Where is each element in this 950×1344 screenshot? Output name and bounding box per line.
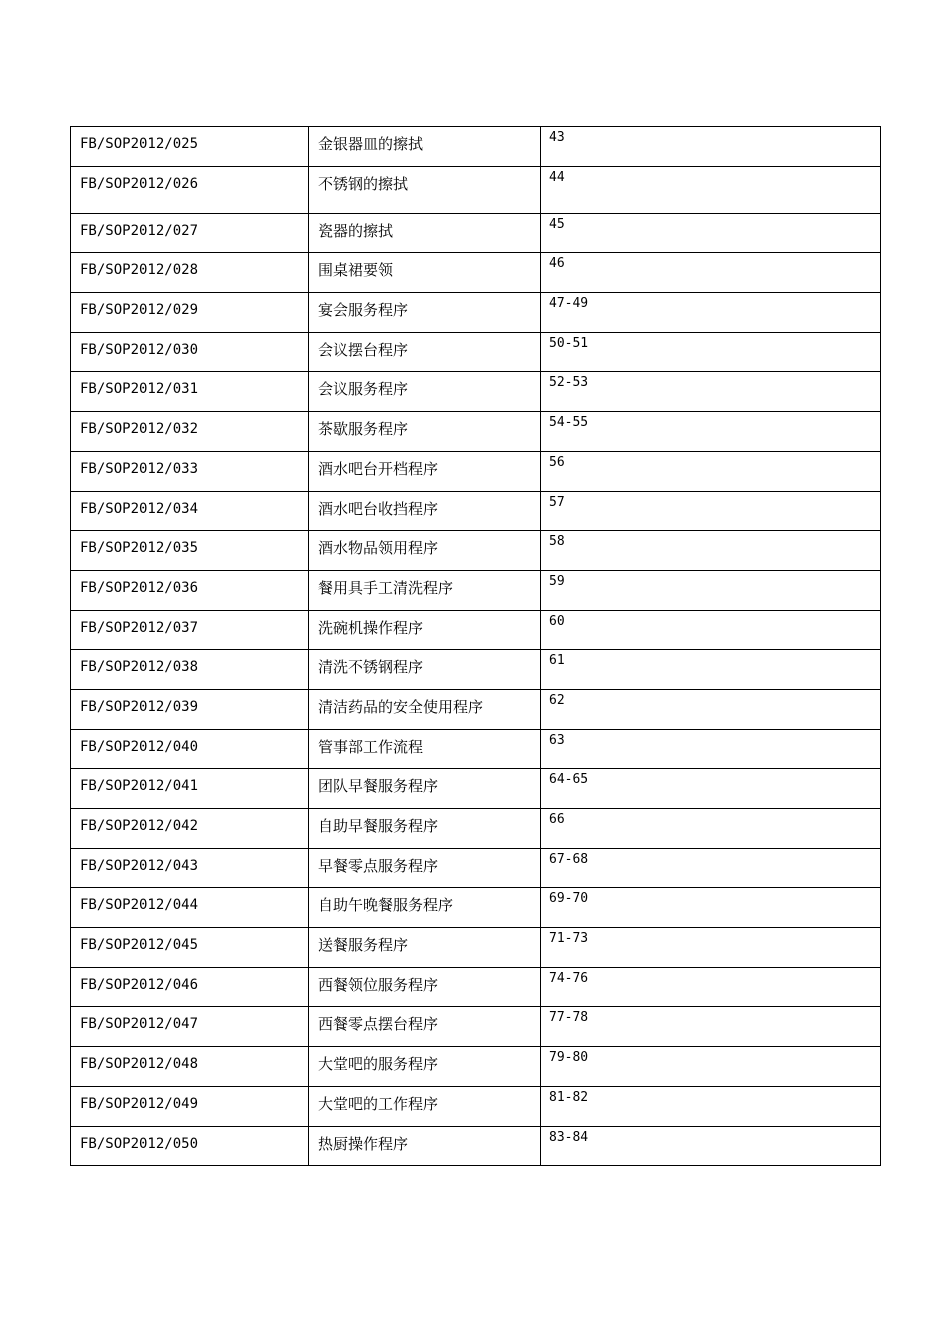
sop-title: 清洗不锈钢程序 bbox=[318, 658, 424, 677]
sop-pages-cell bbox=[541, 650, 881, 690]
sop-code: FB/SOP2012/045 bbox=[80, 937, 199, 954]
sop-title-cell bbox=[309, 729, 541, 769]
sop-pages-cell bbox=[541, 848, 881, 888]
sop-title-cell bbox=[309, 293, 541, 333]
table-row bbox=[71, 491, 881, 531]
table-row bbox=[71, 412, 881, 452]
sop-pages-cell bbox=[541, 1007, 881, 1047]
sop-pages-cell bbox=[541, 729, 881, 769]
sop-pages-cell bbox=[541, 888, 881, 928]
sop-code-cell bbox=[71, 928, 309, 968]
sop-title: 会议服务程序 bbox=[318, 380, 409, 399]
sop-title-cell bbox=[309, 491, 541, 531]
sop-code: FB/SOP2012/034 bbox=[80, 500, 199, 517]
sop-title: 团队早餐服务程序 bbox=[318, 777, 439, 796]
sop-title: 酒水物品领用程序 bbox=[318, 539, 439, 558]
sop-pages-cell bbox=[541, 809, 881, 849]
sop-code-cell bbox=[71, 491, 309, 531]
sop-pages-cell bbox=[541, 253, 881, 293]
sop-title-cell bbox=[309, 888, 541, 928]
sop-code-cell bbox=[71, 372, 309, 412]
sop-code: FB/SOP2012/027 bbox=[80, 222, 199, 239]
sop-title-cell bbox=[309, 253, 541, 293]
sop-code: FB/SOP2012/044 bbox=[80, 897, 199, 914]
sop-pages-cell bbox=[541, 967, 881, 1007]
sop-pages-cell bbox=[541, 166, 881, 213]
table-row bbox=[71, 372, 881, 412]
sop-pages-cell bbox=[541, 1126, 881, 1166]
sop-code: FB/SOP2012/035 bbox=[80, 540, 199, 557]
sop-code-cell bbox=[71, 729, 309, 769]
sop-title-cell bbox=[309, 1126, 541, 1166]
sop-code-cell bbox=[71, 809, 309, 849]
sop-pages: 66 bbox=[549, 812, 565, 827]
table-row bbox=[71, 1007, 881, 1047]
sop-pages: 57 bbox=[549, 494, 565, 510]
table-row bbox=[71, 689, 881, 729]
sop-title: 酒水吧台收挡程序 bbox=[318, 499, 439, 518]
sop-code-cell bbox=[71, 848, 309, 888]
sop-title-cell bbox=[309, 127, 541, 167]
sop-pages: 45 bbox=[549, 216, 565, 232]
sop-code-cell bbox=[71, 769, 309, 809]
sop-pages: 46 bbox=[549, 256, 565, 272]
table-row bbox=[71, 127, 881, 167]
table-row bbox=[71, 253, 881, 293]
sop-code-cell bbox=[71, 689, 309, 729]
sop-index-table bbox=[70, 126, 881, 1166]
sop-pages: 58 bbox=[549, 534, 565, 550]
sop-title: 送餐服务程序 bbox=[318, 936, 409, 955]
sop-pages: 62 bbox=[549, 692, 565, 708]
sop-title: 大堂吧的工作程序 bbox=[318, 1094, 439, 1113]
sop-pages-cell bbox=[541, 372, 881, 412]
sop-code: FB/SOP2012/025 bbox=[80, 136, 199, 152]
sop-pages-cell bbox=[541, 570, 881, 610]
table-row bbox=[71, 610, 881, 650]
sop-title: 围桌裙要领 bbox=[318, 261, 394, 280]
table-row bbox=[71, 332, 881, 372]
sop-code: FB/SOP2012/026 bbox=[80, 175, 199, 192]
sop-pages-cell bbox=[541, 491, 881, 531]
sop-code-cell bbox=[71, 1126, 309, 1166]
sop-title: 清洁药品的安全使用程序 bbox=[318, 697, 484, 716]
sop-pages: 52-53 bbox=[549, 375, 589, 391]
sop-title-cell bbox=[309, 372, 541, 412]
table-row bbox=[71, 531, 881, 571]
sop-title-cell bbox=[309, 769, 541, 809]
sop-pages-cell bbox=[541, 928, 881, 968]
sop-pages: 67-68 bbox=[549, 851, 589, 867]
sop-code: FB/SOP2012/048 bbox=[80, 1056, 199, 1073]
sop-title: 茶歇服务程序 bbox=[318, 420, 409, 439]
table-row bbox=[71, 1047, 881, 1087]
sop-pages: 71-73 bbox=[549, 931, 589, 947]
sop-title: 宴会服务程序 bbox=[318, 301, 409, 320]
sop-title: 管事部工作流程 bbox=[318, 737, 424, 756]
sop-code: FB/SOP2012/042 bbox=[80, 818, 199, 834]
sop-code: FB/SOP2012/039 bbox=[80, 698, 199, 715]
sop-title-cell bbox=[309, 848, 541, 888]
table-row bbox=[71, 769, 881, 809]
sop-code: FB/SOP2012/033 bbox=[80, 460, 199, 477]
sop-pages-cell bbox=[541, 610, 881, 650]
table-row bbox=[71, 451, 881, 491]
table-row bbox=[71, 928, 881, 968]
sop-code-cell bbox=[71, 253, 309, 293]
sop-pages-cell bbox=[541, 451, 881, 491]
sop-code-cell bbox=[71, 888, 309, 928]
sop-code: FB/SOP2012/032 bbox=[80, 421, 199, 438]
sop-title: 不锈钢的擦拭 bbox=[318, 174, 409, 193]
sop-code-cell bbox=[71, 650, 309, 690]
sop-code: FB/SOP2012/030 bbox=[80, 341, 199, 358]
sop-code: FB/SOP2012/028 bbox=[80, 262, 199, 279]
sop-code: FB/SOP2012/041 bbox=[80, 778, 199, 795]
sop-code-cell bbox=[71, 412, 309, 452]
sop-pages: 50-51 bbox=[549, 335, 589, 351]
table-row bbox=[71, 213, 881, 253]
sop-code-cell bbox=[71, 531, 309, 571]
sop-pages-cell bbox=[541, 1086, 881, 1126]
sop-title-cell bbox=[309, 166, 541, 213]
sop-pages: 69-70 bbox=[549, 891, 589, 907]
sop-pages-cell bbox=[541, 332, 881, 372]
sop-pages: 44 bbox=[549, 169, 565, 185]
sop-title-cell bbox=[309, 332, 541, 372]
sop-pages-cell bbox=[541, 127, 881, 167]
sop-code-cell bbox=[71, 293, 309, 333]
sop-code: FB/SOP2012/043 bbox=[80, 857, 199, 874]
sop-code: FB/SOP2012/038 bbox=[80, 659, 199, 676]
sop-code: FB/SOP2012/037 bbox=[80, 619, 199, 636]
sop-title-cell bbox=[309, 451, 541, 491]
sop-code-cell bbox=[71, 570, 309, 610]
sop-code: FB/SOP2012/031 bbox=[80, 381, 199, 398]
sop-title-cell bbox=[309, 809, 541, 849]
sop-code-cell bbox=[71, 213, 309, 253]
sop-pages-cell bbox=[541, 769, 881, 809]
sop-code: FB/SOP2012/040 bbox=[80, 738, 199, 755]
sop-title: 金银器皿的擦拭 bbox=[318, 135, 424, 153]
sop-title-cell bbox=[309, 1007, 541, 1047]
table-row bbox=[71, 1086, 881, 1126]
sop-code-cell bbox=[71, 1086, 309, 1126]
sop-pages: 47-49 bbox=[549, 296, 589, 312]
sop-pages: 60 bbox=[549, 613, 565, 629]
table-row bbox=[71, 650, 881, 690]
sop-pages: 56 bbox=[549, 454, 565, 470]
sop-code-cell bbox=[71, 332, 309, 372]
sop-pages: 81-82 bbox=[549, 1089, 589, 1105]
sop-pages: 59 bbox=[549, 573, 565, 589]
sop-pages: 61 bbox=[549, 653, 565, 669]
table-row bbox=[71, 967, 881, 1007]
sop-code: FB/SOP2012/029 bbox=[80, 302, 199, 319]
sop-pages: 79-80 bbox=[549, 1050, 589, 1066]
sop-title-cell bbox=[309, 213, 541, 253]
sop-title: 会议摆台程序 bbox=[318, 340, 409, 359]
sop-title-cell bbox=[309, 412, 541, 452]
sop-code: FB/SOP2012/050 bbox=[80, 1135, 199, 1152]
sop-title: 早餐零点服务程序 bbox=[318, 856, 439, 875]
sop-title: 自助早餐服务程序 bbox=[318, 817, 439, 835]
sop-code-cell bbox=[71, 610, 309, 650]
sop-code: FB/SOP2012/046 bbox=[80, 976, 199, 993]
sop-pages: 63 bbox=[549, 732, 565, 748]
sop-code: FB/SOP2012/047 bbox=[80, 1016, 199, 1033]
sop-pages-cell bbox=[541, 412, 881, 452]
sop-title: 餐用具手工清洗程序 bbox=[318, 578, 454, 597]
sop-code-cell bbox=[71, 1047, 309, 1087]
table-row bbox=[71, 809, 881, 849]
sop-title-cell bbox=[309, 967, 541, 1007]
sop-index-table-body bbox=[71, 127, 881, 1166]
sop-title: 西餐领位服务程序 bbox=[318, 975, 439, 994]
sop-code-cell bbox=[71, 1007, 309, 1047]
table-row bbox=[71, 848, 881, 888]
sop-title: 自助午晚餐服务程序 bbox=[318, 896, 454, 915]
sop-title: 大堂吧的服务程序 bbox=[318, 1055, 439, 1074]
table-row bbox=[71, 293, 881, 333]
table-row bbox=[71, 888, 881, 928]
table-row bbox=[71, 1126, 881, 1166]
sop-title: 洗碗机操作程序 bbox=[318, 618, 424, 637]
sop-code-cell bbox=[71, 166, 309, 213]
sop-code-cell bbox=[71, 967, 309, 1007]
sop-code-cell bbox=[71, 451, 309, 491]
sop-pages-cell bbox=[541, 213, 881, 253]
sop-title-cell bbox=[309, 570, 541, 610]
sop-code: FB/SOP2012/049 bbox=[80, 1095, 199, 1112]
sop-title: 热厨操作程序 bbox=[318, 1134, 409, 1153]
table-row bbox=[71, 729, 881, 769]
sop-pages-cell bbox=[541, 1047, 881, 1087]
sop-title: 酒水吧台开档程序 bbox=[318, 459, 439, 478]
sop-pages: 43 bbox=[549, 130, 565, 145]
sop-code-cell bbox=[71, 127, 309, 167]
sop-title: 瓷器的擦拭 bbox=[318, 221, 394, 240]
sop-title-cell bbox=[309, 610, 541, 650]
sop-title-cell bbox=[309, 531, 541, 571]
sop-pages: 54-55 bbox=[549, 415, 589, 431]
sop-title-cell bbox=[309, 1086, 541, 1126]
sop-pages-cell bbox=[541, 531, 881, 571]
sop-pages-cell bbox=[541, 293, 881, 333]
sop-title-cell bbox=[309, 928, 541, 968]
table-row bbox=[71, 570, 881, 610]
sop-title-cell bbox=[309, 689, 541, 729]
sop-title-cell bbox=[309, 650, 541, 690]
sop-title-cell bbox=[309, 1047, 541, 1087]
sop-pages: 83-84 bbox=[549, 1129, 589, 1145]
sop-pages-cell bbox=[541, 689, 881, 729]
sop-pages: 64-65 bbox=[549, 772, 589, 788]
sop-pages: 74-76 bbox=[549, 970, 589, 986]
sop-pages: 77-78 bbox=[549, 1010, 589, 1026]
sop-code: FB/SOP2012/036 bbox=[80, 579, 199, 596]
table-row bbox=[71, 166, 881, 213]
sop-title: 西餐零点摆台程序 bbox=[318, 1015, 439, 1034]
